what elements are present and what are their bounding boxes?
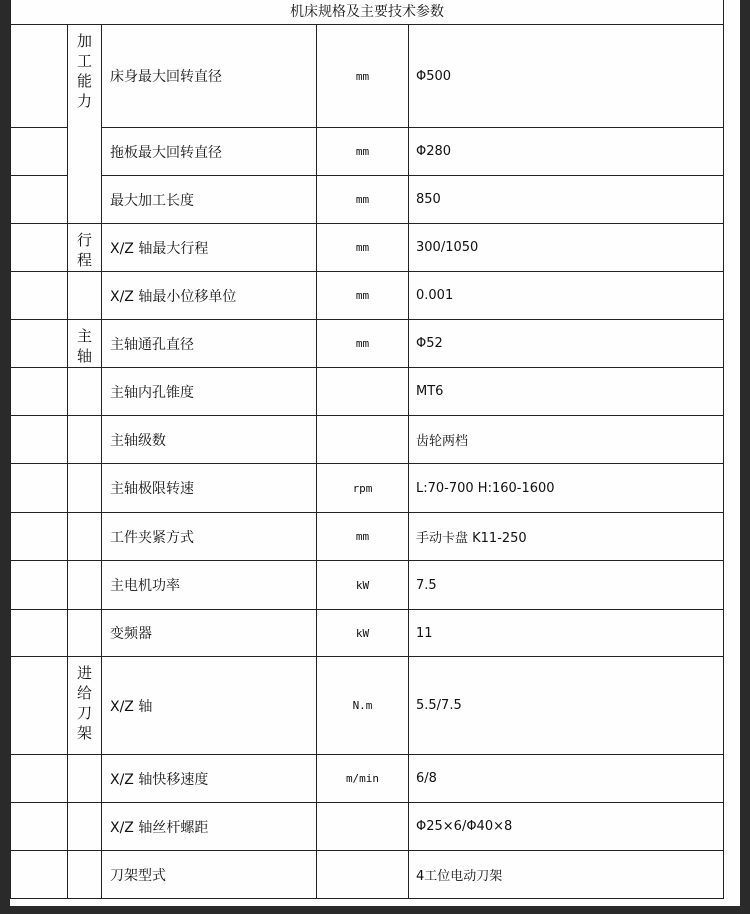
param-unit: mm [317, 25, 409, 128]
blank-cell [11, 851, 68, 899]
blank-cell [68, 513, 102, 561]
param-value: Φ25×6/Φ40×8 [409, 803, 724, 851]
group-label-spindle: 主轴 [68, 320, 102, 368]
group-label-travel: 行程 [68, 224, 102, 272]
blank-cell [11, 128, 68, 176]
param-name: X/Z 轴快移速度 [102, 755, 317, 803]
param-value: Φ280 [409, 128, 724, 176]
param-name: X/Z 轴最大行程 [102, 224, 317, 272]
param-name: 拖板最大回转直径 [102, 128, 317, 176]
blank-cell [11, 416, 68, 464]
param-name: 主轴级数 [102, 416, 317, 464]
param-unit: kW [317, 561, 409, 610]
param-value: 齿轮两档 [409, 416, 724, 464]
blank-cell [68, 368, 102, 416]
param-unit: mm [317, 513, 409, 561]
blank-cell [11, 657, 68, 755]
param-value: MT6 [409, 368, 724, 416]
param-unit: rpm [317, 464, 409, 513]
param-value: 手动卡盘 K11-250 [409, 513, 724, 561]
param-name: X/Z 轴最小位移单位 [102, 272, 317, 320]
param-name: 主轴内孔锥度 [102, 368, 317, 416]
param-value: 0.001 [409, 272, 724, 320]
blank-cell [11, 561, 68, 610]
blank-cell [11, 25, 68, 128]
group-label-feed: 进给刀架 [68, 657, 102, 755]
param-name: 工件夹紧方式 [102, 513, 317, 561]
param-name: 最大加工长度 [102, 176, 317, 224]
blank-cell [68, 851, 102, 899]
blank-cell [11, 464, 68, 513]
param-value: Φ500 [409, 25, 724, 128]
blank-cell [11, 320, 68, 368]
blank-cell [11, 176, 68, 224]
blank-cell [68, 561, 102, 610]
blank-cell [11, 224, 68, 272]
blank-cell [11, 803, 68, 851]
blank-cell [11, 513, 68, 561]
param-value: 11 [409, 610, 724, 657]
param-value: Φ52 [409, 320, 724, 368]
blank-cell [11, 755, 68, 803]
blank-cell [11, 368, 68, 416]
spec-sheet [10, 0, 740, 906]
blank-cell [68, 755, 102, 803]
param-unit [317, 416, 409, 464]
param-name: 主轴极限转速 [102, 464, 317, 513]
param-unit: mm [317, 176, 409, 224]
table-title: 机床规格及主要技术参数 [10, 0, 724, 25]
param-name: X/Z 轴 [102, 657, 317, 755]
param-value: 850 [409, 176, 724, 224]
param-value: L:70-700 H:160-1600 [409, 464, 724, 513]
param-unit [317, 368, 409, 416]
param-unit: kW [317, 610, 409, 657]
param-unit: mm [317, 320, 409, 368]
param-name: 主电机功率 [102, 561, 317, 610]
blank-cell [68, 416, 102, 464]
param-unit: mm [317, 128, 409, 176]
param-name: X/Z 轴丝杆螺距 [102, 803, 317, 851]
spec-table [10, 24, 724, 899]
blank-cell [11, 610, 68, 657]
blank-cell [68, 610, 102, 657]
param-unit [317, 851, 409, 899]
param-unit [317, 803, 409, 851]
blank-cell [11, 272, 68, 320]
param-value: 7.5 [409, 561, 724, 610]
param-name: 主轴通孔直径 [102, 320, 317, 368]
param-name: 变频器 [102, 610, 317, 657]
blank-cell [68, 803, 102, 851]
param-value: 4工位电动刀架 [409, 851, 724, 899]
param-unit: N.m [317, 657, 409, 755]
param-name: 刀架型式 [102, 851, 317, 899]
param-value: 5.5/7.5 [409, 657, 724, 755]
blank-cell [68, 464, 102, 513]
param-value: 300/1050 [409, 224, 724, 272]
param-unit: m/min [317, 755, 409, 803]
blank-cell [68, 272, 102, 320]
param-unit: mm [317, 272, 409, 320]
param-unit: mm [317, 224, 409, 272]
param-name: 床身最大回转直径 [102, 25, 317, 128]
param-value: 6/8 [409, 755, 724, 803]
group-label-capacity: 加工能力 [68, 25, 102, 224]
